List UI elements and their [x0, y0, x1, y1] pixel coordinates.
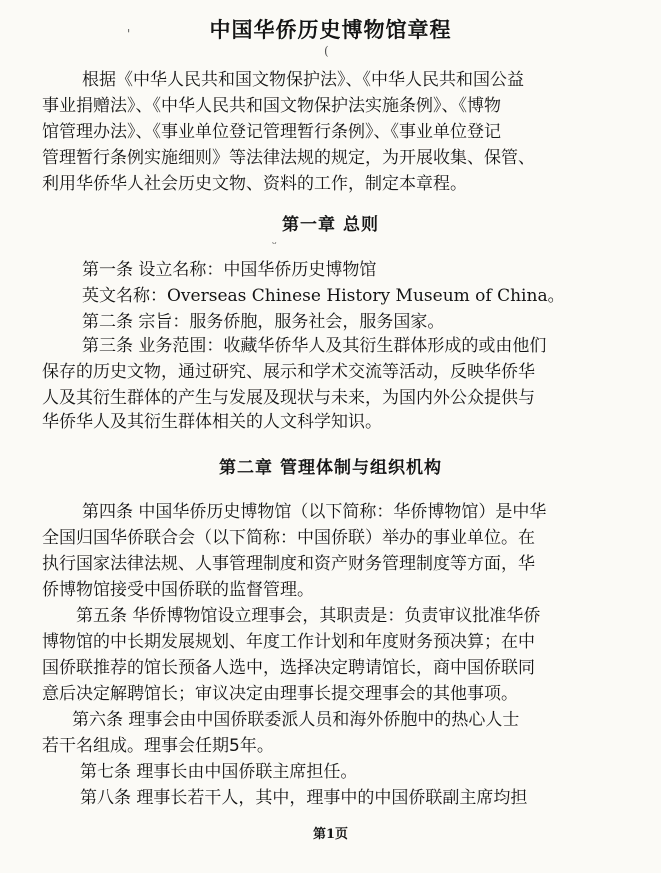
article-line: 第八条 理事长若干人，其中，理事中的中国侨联副主席均担: [80, 788, 528, 808]
article-line: 华侨华人及其衍生群体相关的人文科学知识。: [42, 412, 382, 432]
article-line: 全国归国华侨联合会（以下简称：中国侨联）举办的事业单位。在: [42, 528, 535, 548]
article-line: 保存的历史文物，通过研究、展示和学术交流等活动，反映华侨华: [42, 362, 535, 382]
chapter-heading: 第二章 管理体制与组织机构: [219, 458, 442, 478]
scan-mark: ᵕ: [272, 237, 277, 251]
article-line: 意后决定解聘馆长；审议决定由理事长提交理事会的其他事项。: [42, 684, 518, 704]
article-line: 第三条 业务范围：收藏华侨华人及其衍生群体形成的或由他们: [82, 336, 547, 356]
article-line: 执行国家法律法规、人事管理制度和资产财务管理制度等方面，华: [42, 554, 535, 574]
article-line: 英文名称：Overseas Chinese History Museum of China。: [82, 286, 565, 306]
article-line: 博物馆的中长期发展规划、年度工作计划和年度财务预决算；在中: [42, 632, 535, 652]
document-title: 中国华侨历史博物馆章程: [209, 18, 452, 42]
article-line: 第二条 宗旨：服务侨胞，服务社会，服务国家。: [82, 312, 445, 332]
page-number: 第1页: [312, 827, 349, 842]
preamble-line: 管理暂行条例实施细则》等法律法规的规定，为开展收集、保管、: [42, 148, 535, 168]
preamble-line: 馆管理办法》、《事业单位登记管理暂行条例》、《事业单位登记: [42, 122, 501, 142]
article-line: 第一条 设立名称：中国华侨历史博物馆: [82, 260, 377, 280]
article-line: 第四条 中国华侨历史博物馆（以下简称：华侨博物馆）是中华: [82, 502, 547, 522]
article-line: 国侨联推荐的馆长预备人选中，选择决定聘请馆长，商中国侨联同: [42, 658, 535, 678]
article-line: 第六条 理事会由中国侨联委派人员和海外侨胞中的热心人士: [72, 710, 520, 730]
chapter-heading: 第一章 总则: [282, 215, 379, 235]
article-line: 人及其衍生群体的产生与发展及现状与未来，为国内外公众提供与: [42, 388, 535, 408]
article-line: 若干名组成。理事会任期5年。: [42, 736, 274, 756]
scan-mark: (: [324, 44, 329, 58]
preamble-line: 利用华侨华人社会历史文物、资料的工作，制定本章程。: [42, 174, 467, 194]
scan-mark: ': [127, 27, 131, 41]
article-line: 第七条 理事长由中国侨联主席担任。: [80, 762, 358, 782]
article-line: 侨博物馆接受中国侨联的监督管理。: [42, 580, 314, 600]
preamble-line: 事业捐赠法》、《中华人民共和国文物保护法实施条例》、《博物: [42, 96, 501, 116]
article-line: 第五条 华侨博物馆设立理事会，其职责是：负责审议批准华侨: [76, 606, 541, 626]
preamble-line: 根据《中华人民共和国文物保护法》、《中华人民共和国公益: [82, 70, 524, 90]
